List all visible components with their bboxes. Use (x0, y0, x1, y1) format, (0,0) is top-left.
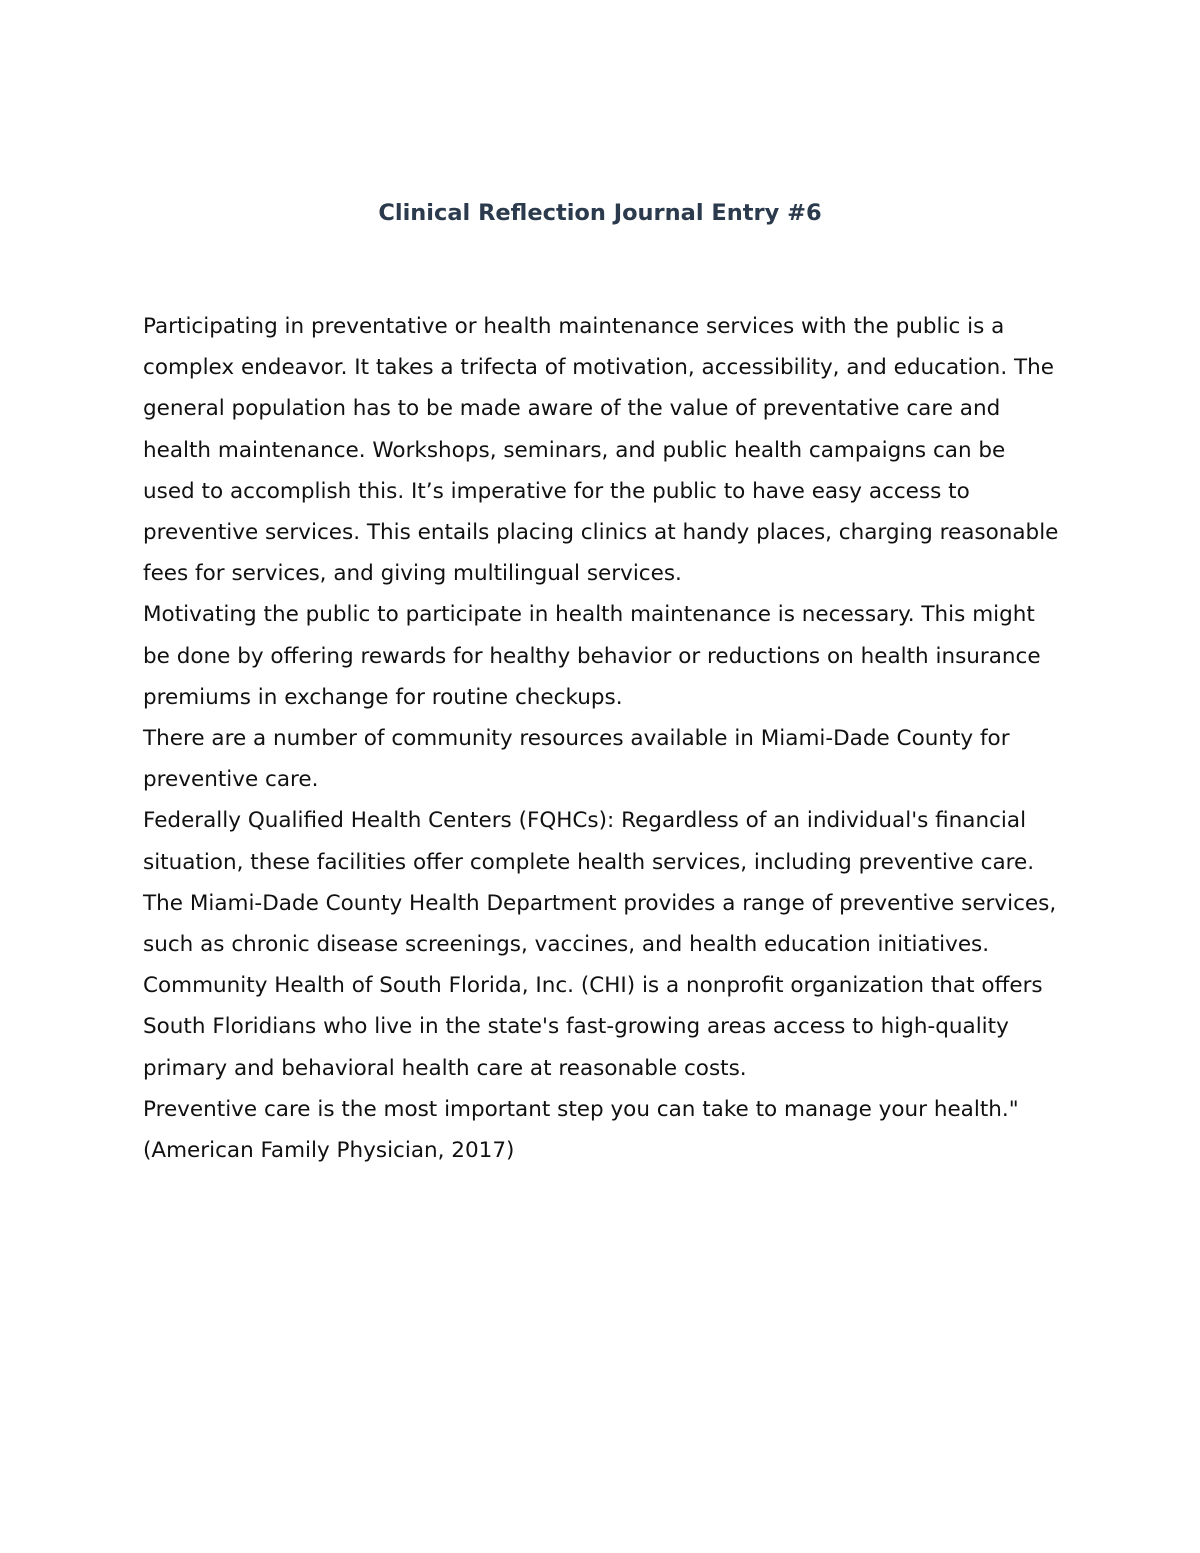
document-body (143, 306, 1063, 1171)
paragraph: Motivating the public to participate in health maintenance is necessary. This might be done by offering rewards for healthy behavior or reductions on health insurance premiums in exchange for routine checkups. (143, 602, 1041, 710)
paragraph: The Miami-Dade County Health Department provides a range of preventive services, such as chronic disease screenings, vaccines, and health education initiatives. (143, 890, 1057, 958)
paragraph: Federally Qualified Health Centers (FQHCs): Regardless of an individual's financial situation, these facilities offer complete health services, including preventive care. (143, 808, 1035, 875)
paragraph: Participating in preventative or health maintenance services with the public is a complex endeavor. It takes a trifecta of motivation, accessibility, and education. The general population has to be made aware of the value of preventative care and health maintenance. Workshops, seminars, and public health campaigns can be used to accomplish this. It’s imperative for the public to have easy access to preventive services. This entails placing clinics at handy places, charging reasonable fees for services, and giving multilingual services. (143, 314, 1059, 587)
paragraph: There are a number of community resources available in Miami-Dade County for preventive care. (143, 726, 1010, 793)
paragraph: Community Health of South Florida, Inc. (CHI) is a nonprofit organization that offers South Floridians who live in the state's fast-growing areas access to high-quality primary and behavioral health care at reasonable costs. (143, 973, 1043, 1081)
document-title: Clinical Reflection Journal Entry #6 (378, 200, 822, 226)
paragraph: Preventive care is the most important step you can take to manage your health." (American Family Physician, 2017) (143, 1096, 1019, 1164)
